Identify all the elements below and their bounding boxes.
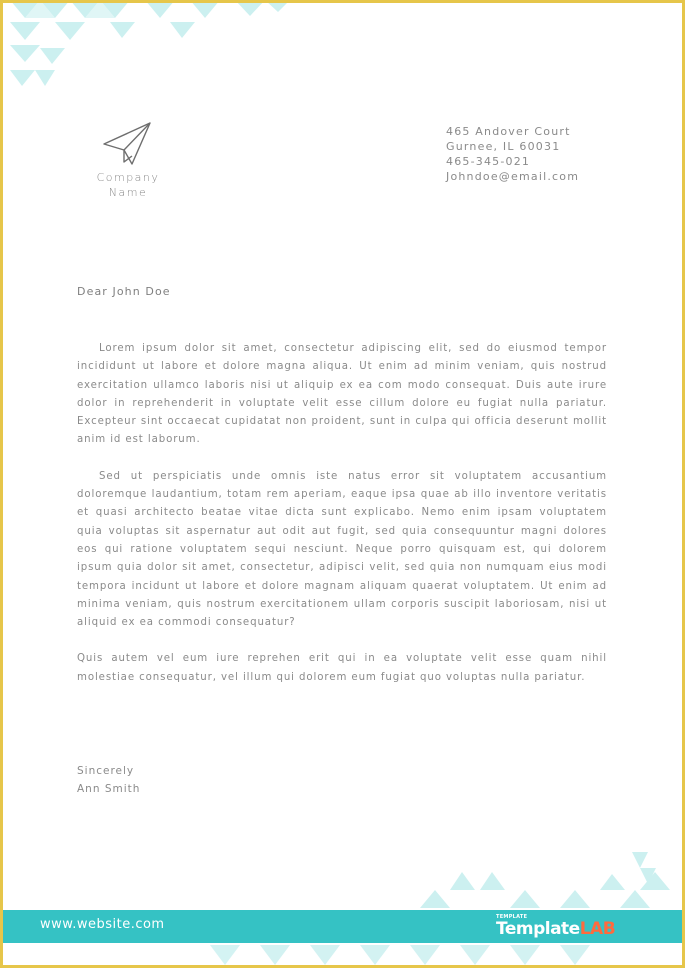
signature-name: Ann Smith bbox=[77, 783, 141, 795]
sender-address bbox=[446, 124, 579, 184]
paper-plane-icon bbox=[102, 120, 154, 168]
letter-closing bbox=[77, 762, 140, 798]
brand-wordmark bbox=[496, 919, 615, 939]
footer-website[interactable]: www.website.com bbox=[40, 917, 165, 932]
brand-part-1: Template bbox=[496, 919, 580, 939]
brand-tagline: TEMPLATE bbox=[496, 914, 528, 920]
closing-phrase: Sincerely bbox=[77, 765, 135, 777]
paragraph-2: Sed ut perspiciatis unde omnis iste natus error sit voluptatem accusantium doloremque laudantium, totam rem aperiam, eaque ipsa quae ab illo inventore veritatis et quasi architecto beatae vitae dicta sunt explicabo. Nemo enim ipsam voluptatem quia voluptas sit aspernatur aut odit aut fugit, sed quia consequuntur magni dolores eos qui ratione voluptatem sequi nesciunt. Neque porro quisquam est, qui dolorem ipsum quia dolor sit amet, consectetur, adipisci velit, sed quia non numquam eius modi tempora incidunt ut labore et dolore magnam aliquam quaerat voluptatem. Ut enim ad minima veniam, quis nostrum exercitationem ullam corporis suscipit laboriosam, nisi ut aliquid ex ea commodi consequatur? bbox=[77, 470, 607, 629]
address-phone: 465-345-021 bbox=[446, 155, 531, 168]
address-city: Gurnee, IL 60031 bbox=[446, 140, 561, 153]
address-street: 465 Andover Court bbox=[446, 125, 571, 138]
company-name: Company Name bbox=[96, 171, 160, 199]
salutation: Dear John Doe bbox=[77, 285, 171, 298]
brand-part-2: LAB bbox=[579, 919, 616, 939]
paragraph-1: Lorem ipsum dolor sit amet, consectetur adipiscing elit, sed do eiusmod tempor incididunt ut labore et dolore magna aliqua. Ut enim ad minim veniam, quis nostrud exercitation ullamco laboris nisi ut aliquip ex ea com modo consequat. Duis aute irure dolor in reprehenderit in voluptate velit esse cillum dolore eu fugiat nulla pariatur. Excepteur sint occaecat cupidatat non proident, sunt in culpa qui officia deserunt mollit anim id est laborum. bbox=[77, 343, 607, 446]
letter-body bbox=[77, 340, 607, 705]
address-email: Johndoe@email.com bbox=[446, 170, 580, 183]
paragraph-3: Quis autem vel eum iure reprehen erit qui in ea voluptate velit esse quam nihil molestiae consequatur, vel illum qui dolorem eum fugiat quo voluptas nulla pariatur. bbox=[77, 653, 607, 683]
company-logo bbox=[88, 120, 168, 200]
